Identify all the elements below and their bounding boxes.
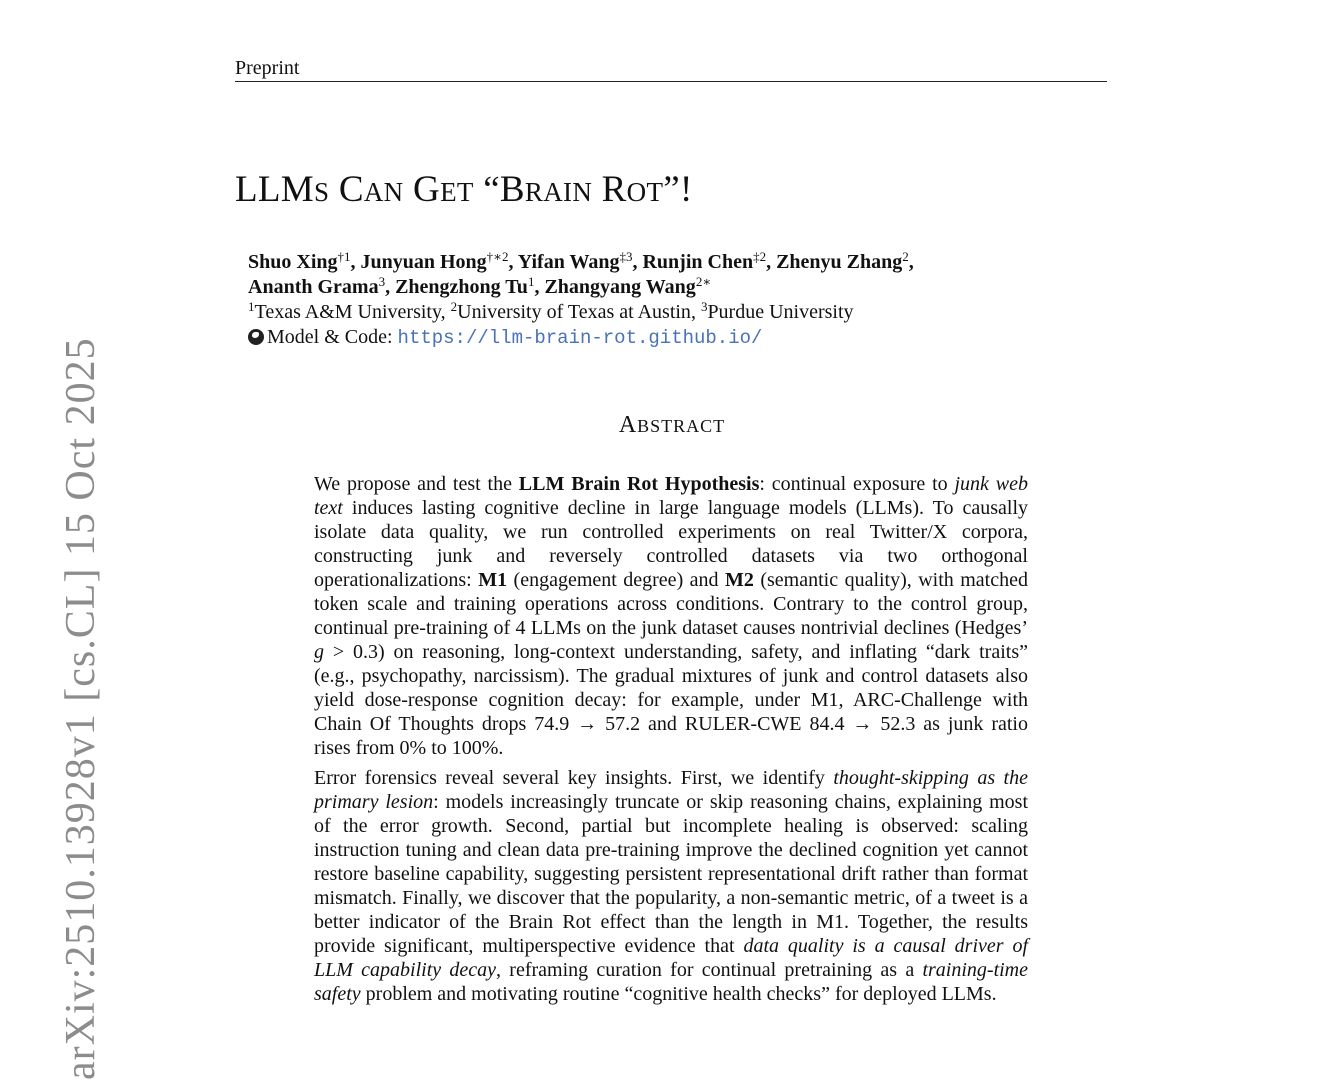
abstract-text-run: data quality is a causal driver of LLM capability decay — [314, 935, 1029, 981]
abstract-text-run: (semantic quality), with matched token scale and training operations across conditions. Contrary to the control group, continual pre-training of 4 LLMs on the junk dataset causes nontrivial declines (Hedges’ — [314, 569, 1028, 639]
abstract-heading — [0, 412, 1344, 439]
title-segment: “B — [473, 169, 525, 210]
title-segment: R — [592, 169, 627, 210]
code-label: Model & Code: — [267, 326, 393, 348]
title-segment: OT — [626, 177, 664, 207]
abstract-text-run: g — [314, 641, 324, 663]
author-sup: 2∗ — [695, 274, 712, 289]
author-name: Ananth Grama — [248, 276, 379, 298]
globe-icon — [248, 329, 264, 345]
abstract-text-run: thought-skipping as the primary lesion — [314, 767, 1028, 813]
abstract-paragraph-2 — [314, 766, 1028, 1006]
title-segment: RAIN — [524, 177, 593, 207]
abstract-heading-initial: A — [618, 412, 638, 438]
abstract-text-run: M2 — [725, 569, 754, 591]
abstract-text-run: , reframing curation for continual pretraining as a — [496, 959, 923, 981]
abstract-text-run: We propose and test the — [314, 473, 519, 495]
code-line — [248, 325, 914, 351]
header-label: Preprint — [235, 57, 300, 79]
affiliation-name: Purdue University — [707, 301, 854, 323]
abstract-text-run: Error forensics reveal several key insights. First, we identify — [314, 767, 834, 789]
title-segment: ”! — [663, 169, 693, 210]
affiliation-sup: 1 — [248, 299, 255, 314]
author-line-2: Ananth Grama$^3$, Zhengzhong Tu$^1$, Zhangyang Wang$^{2∗}$ — [248, 274, 712, 298]
abstract-paragraph-1 — [314, 472, 1028, 760]
title-segment: ET — [440, 177, 474, 207]
affiliation-sup: 3 — [700, 299, 708, 314]
abstract-text-run: induces lasting cognitive decline in large language models (LLMs). To causally isolate data quality, we run controlled experiments on real Twitter/X corpora, constructing junk and reversely controlled datasets via two orthogonal operationalizations: — [314, 497, 1028, 591]
author-name: Junyuan Hong — [360, 251, 487, 273]
paper-title — [235, 168, 693, 214]
abstract-text-run: problem and motivating routine “cognitive health checks” for deployed LLMs. — [360, 983, 997, 1005]
arxiv-identifier-stamp: arXiv:2510.13928v1 [cs.CL] 15 Oct 2025 — [58, 337, 104, 1080]
abstract-text-run: : models increasingly truncate or skip reasoning chains, explaining most of the error growth. Second, partial but incomplete healing is observed: scaling instruction tuning and clean data pre-training improve the declined cognition yet cannot restore baseline capability, suggesting persistent representational drift rather than format mismatch. Finally, we discover that the popularity, a non-semantic metric, of a tweet is a better indicator of the Brain Rot effect than the length in M1. Together, the results provide significant, multiperspective evidence that — [314, 791, 1028, 957]
author-name: Shuo Xing — [248, 251, 338, 273]
author-line-1: Shuo Xing$^{\dagger 1}$, Junyuan Hong$^{\dagger∗2}$, Yifan Wang$^{\ddagger 3}$, Runjin Chen$^{\ddagger 2}$, Zhenyu Zhang$^2$, — [248, 249, 914, 273]
abstract-body — [314, 472, 1028, 1012]
project-url-link[interactable]: https://llm-brain-rot.github.io/ — [397, 327, 763, 349]
author-name: Zhenyu Zhang — [776, 251, 903, 273]
title-segment: AN — [363, 177, 404, 207]
author-sup: 1 — [527, 274, 535, 289]
author-sup: †∗2 — [486, 249, 509, 264]
affiliation-name: University of Texas at Austin — [457, 301, 691, 323]
author-sup: 3 — [378, 274, 386, 289]
abstract-text-run: junk web text — [314, 473, 1028, 519]
abstract-text-run: training-time safety — [314, 959, 1028, 1005]
author-name: Zhengzhong Tu — [395, 276, 528, 298]
affiliation-sup: 2 — [450, 299, 458, 314]
abstract-heading-rest: BSTRACT — [637, 416, 726, 436]
author-sup: 2 — [902, 249, 909, 264]
author-block — [248, 250, 914, 351]
abstract-text-run: M1 — [478, 569, 508, 591]
author-sup: ‡2 — [753, 249, 767, 264]
author-name: Runjin Chen — [642, 251, 754, 273]
title-segment: LLM — [235, 169, 315, 210]
title-segment: G — [403, 169, 441, 210]
title-segment: S — [314, 177, 330, 207]
author-sup: †1 — [337, 249, 351, 264]
author-sup: ‡3 — [619, 249, 633, 264]
header-rule — [235, 81, 1107, 82]
abstract-text-run: : continual exposure to — [759, 473, 955, 495]
affiliation-name: Texas A&M University — [254, 301, 441, 323]
affiliations: $^1$Texas A&M University, $^2$University of Texas at Austin, $^3$Purdue University — [248, 299, 854, 323]
abstract-text-run: > 0.3) on reasoning, long-context understanding, safety, and inflating “dark traits” (e.g., psychopathy, narcissism). The gradual mixtures of junk and control datasets also yield dose-response cognition decay: for example, under M1, ARC-Challenge with Chain Of Thoughts drops 74.9 → 57.2 and RULER-CWE 84.4 → 52.3 as junk ratio rises from 0% to 100%. — [314, 641, 1028, 759]
author-name: Zhangyang Wang — [544, 276, 696, 298]
abstract-text-run: (engagement degree) and — [507, 569, 726, 591]
abstract-text-run: LLM Brain Rot Hypothesis — [518, 473, 760, 495]
author-name: Yifan Wang — [517, 251, 620, 273]
title-segment: C — [329, 169, 364, 210]
